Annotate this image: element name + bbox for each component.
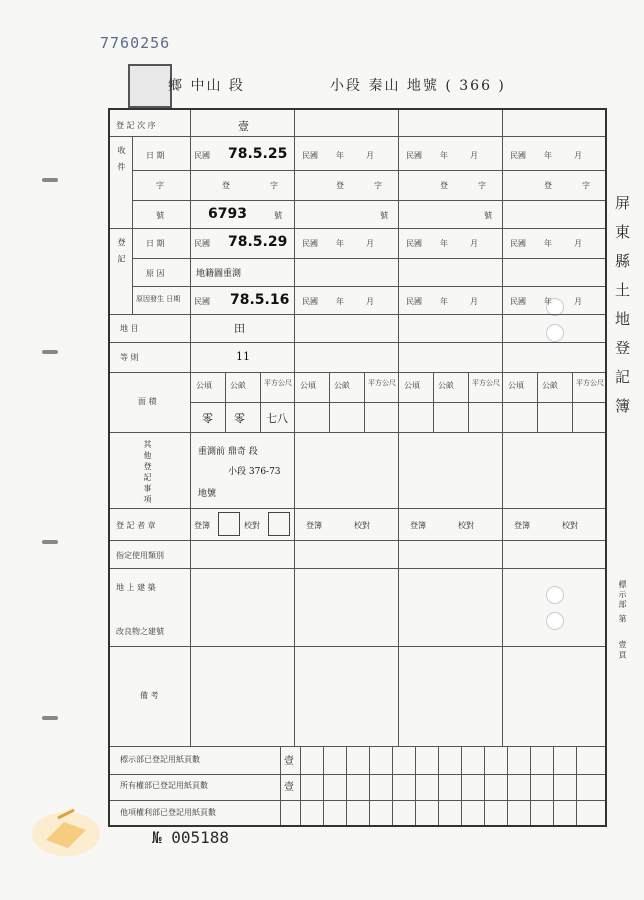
label-area: 面 積 <box>138 397 157 406</box>
deng-label: 登 <box>336 181 344 190</box>
township-header: 鄉 中山 段 <box>168 78 245 94</box>
binding-mark <box>42 540 58 544</box>
label-reason-date: 原因發生 日期 <box>136 295 181 303</box>
year-label: 年 <box>336 297 344 306</box>
binding-mark <box>42 716 58 720</box>
footer-label-1: 標示部已登記用紙頁數 <box>120 755 200 764</box>
area-are-value: 零 <box>234 412 245 425</box>
verify-sign-label: 校對 <box>354 521 370 530</box>
label-registrar: 登 記 者 章 <box>116 521 156 530</box>
grade-value: 11 <box>236 350 250 363</box>
label-reg-date: 日 期 <box>146 239 165 248</box>
year-label: 年 <box>544 297 552 306</box>
sqm-header: 平方公尺 <box>472 379 500 387</box>
reg-sign-label: 登簿 <box>194 521 210 530</box>
month-label: 月 <box>366 297 374 306</box>
are-header: 公畝 <box>334 381 350 390</box>
minguo-label: 民國 <box>302 239 318 248</box>
serial-number: 7760256 <box>100 34 171 52</box>
hao-label: 號 <box>380 211 388 220</box>
minguo-label: 民國 <box>510 297 526 306</box>
side-section-note: 標示部 第 <box>618 580 627 625</box>
label-receipt-date: 日 期 <box>146 151 165 160</box>
other-items-line3: 地號 <box>198 489 217 499</box>
label-remarks: 備 考 <box>140 691 159 700</box>
verify-sign-label: 校對 <box>562 521 578 530</box>
reg-sign-label: 登簿 <box>514 521 530 530</box>
verify-sign-label: 校對 <box>458 521 474 530</box>
hectare-header: 公頃 <box>196 381 212 390</box>
year-label: 年 <box>440 297 448 306</box>
footer-value-1: 壹 <box>284 756 294 767</box>
deng-label: 登 <box>440 181 448 190</box>
reason-value: 地籍圖重測 <box>196 269 242 279</box>
year-label: 年 <box>544 151 552 160</box>
register-title: 屏東縣土地登記簿 <box>613 195 631 427</box>
subsection-header: 小段 秦山 地號 ( 366 ) <box>330 78 506 94</box>
reg-sign-label: 登簿 <box>410 521 426 530</box>
other-items-line2: 小段 376-73 <box>228 467 281 477</box>
entry-order: 壹 <box>238 120 249 133</box>
reason-date-value: 78.5.16 <box>230 292 290 308</box>
minguo-label: 民國 <box>302 297 318 306</box>
seal-stamp <box>128 64 172 108</box>
receipt-date-value: 78.5.25 <box>228 146 288 162</box>
month-label: 月 <box>366 239 374 248</box>
label-receipt-word: 字 <box>156 181 164 190</box>
are-header: 公畝 <box>230 381 246 390</box>
month-label: 月 <box>470 151 478 160</box>
word-suffix-label: 字 <box>374 181 382 190</box>
minguo-label: 民國 <box>194 297 210 306</box>
label-receipt-number: 號 <box>156 211 164 220</box>
word-suffix-label: 字 <box>582 181 590 190</box>
receipt-number-value: 6793 <box>208 206 247 222</box>
label-other-items: 其他登記事項 <box>143 440 152 506</box>
month-label: 月 <box>366 151 374 160</box>
verify-sign-label: 校對 <box>244 521 260 530</box>
hectare-header: 公頃 <box>508 381 524 390</box>
year-label: 年 <box>544 239 552 248</box>
hao-label: 號 <box>484 211 492 220</box>
minguo-label: 民國 <box>510 151 526 160</box>
area-hectare-value: 零 <box>202 412 213 425</box>
hectare-header: 公頃 <box>404 381 420 390</box>
area-sqm-value: 七八 <box>266 412 288 425</box>
reg-sign-label: 登簿 <box>306 521 322 530</box>
month-label: 月 <box>574 297 582 306</box>
footer-value-2: 壹 <box>284 782 294 793</box>
month-label: 月 <box>574 151 582 160</box>
minguo-label: 民國 <box>302 151 318 160</box>
are-header: 公畝 <box>438 381 454 390</box>
month-label: 月 <box>470 297 478 306</box>
label-buildings: 地 上 建 築 <box>116 583 156 592</box>
document-number: № 005188 <box>152 828 230 847</box>
minguo-label: 民國 <box>194 239 210 248</box>
registrar-seal <box>218 512 240 536</box>
binding-mark <box>42 178 58 182</box>
sqm-header: 平方公尺 <box>264 379 292 387</box>
watermark-logo <box>28 800 104 860</box>
year-label: 年 <box>440 151 448 160</box>
footer-label-3: 他項權利部已登記用紙頁數 <box>120 808 216 817</box>
side-page-note: 壹 頁 <box>618 640 627 659</box>
register-form <box>108 108 607 827</box>
label-grade: 等 則 <box>120 353 139 362</box>
group-label-receipt: 收 件 <box>117 146 126 174</box>
hao-label: 號 <box>274 211 282 220</box>
deng-label: 登 <box>222 181 230 190</box>
verifier-seal <box>268 512 290 536</box>
are-header: 公畝 <box>542 381 558 390</box>
label-reg-order: 登 記 次 序 <box>116 121 156 130</box>
group-label-reg: 登 記 <box>117 238 126 266</box>
year-label: 年 <box>336 239 344 248</box>
minguo-label: 民國 <box>406 297 422 306</box>
land-category-value: 田 <box>234 322 245 335</box>
sqm-header: 平方公尺 <box>368 379 396 387</box>
word-suffix-label: 字 <box>270 181 278 190</box>
reg-date-value: 78.5.29 <box>228 234 288 250</box>
binding-mark <box>42 350 58 354</box>
label-land-category: 地 目 <box>120 324 139 333</box>
hectare-header: 公頃 <box>300 381 316 390</box>
minguo-label: 民國 <box>510 239 526 248</box>
year-label: 年 <box>336 151 344 160</box>
month-label: 月 <box>574 239 582 248</box>
other-items-line1: 重測前 鼎奇 段 <box>198 447 258 457</box>
sqm-header: 平方公尺 <box>576 379 604 387</box>
minguo-label: 民國 <box>406 151 422 160</box>
word-suffix-label: 字 <box>478 181 486 190</box>
minguo-label: 民國 <box>406 239 422 248</box>
label-reason: 原 因 <box>146 269 165 278</box>
year-label: 年 <box>440 239 448 248</box>
label-improvements: 改良物之建號 <box>116 627 164 636</box>
minguo-label: 民國 <box>194 151 210 160</box>
label-designated-use: 指定使用類別 <box>116 551 164 560</box>
month-label: 月 <box>470 239 478 248</box>
deng-label: 登 <box>544 181 552 190</box>
footer-label-2: 所有權部已登記用紙頁數 <box>120 781 208 790</box>
